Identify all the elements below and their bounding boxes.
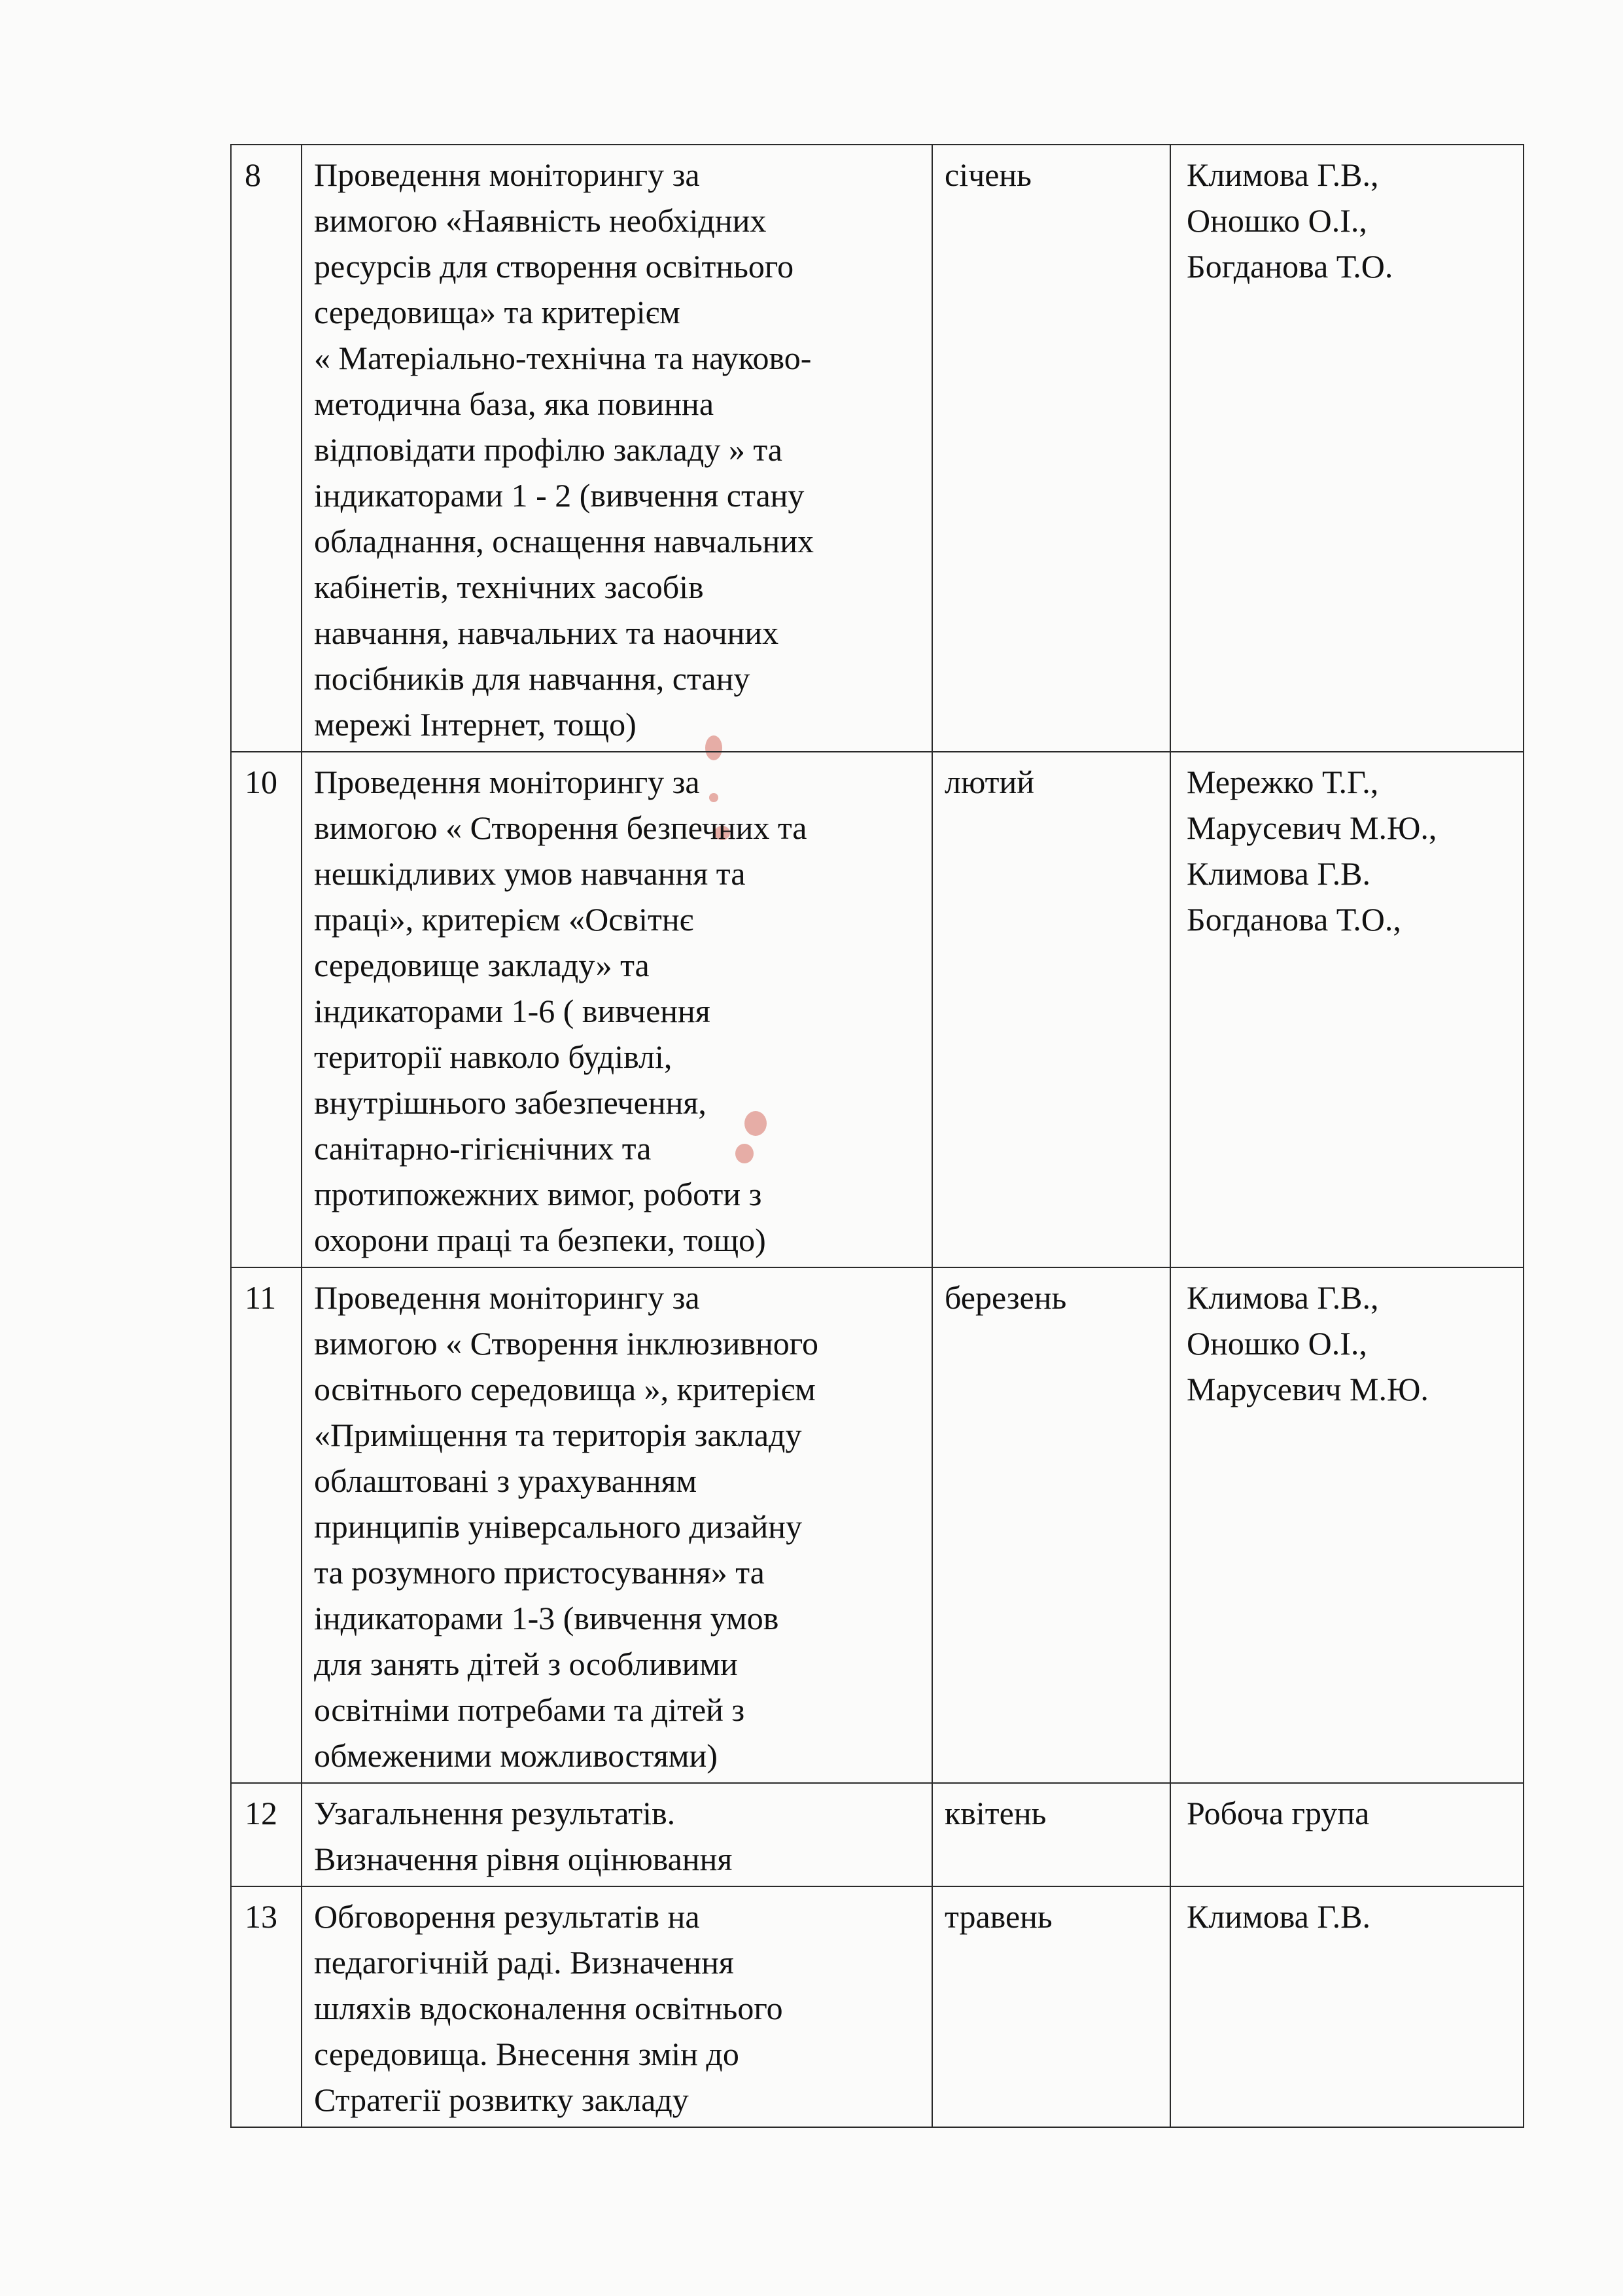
- responsible-cell: [1170, 1886, 1524, 2127]
- responsible-text: Робоча група: [1187, 1795, 1370, 1831]
- row-number: 8: [231, 145, 302, 752]
- row-number: 12: [231, 1783, 302, 1886]
- task-cell: [302, 1886, 932, 2127]
- table-row: [231, 145, 1524, 752]
- responsible-text: Климова Г.В., Оношко О.І., Марусевич М.Ю.: [1187, 1279, 1429, 1407]
- row-number: 13: [231, 1886, 302, 2127]
- task-cell: [302, 145, 932, 752]
- term-cell: квітень: [932, 1783, 1170, 1886]
- task-text: Обговорення результатів на педагогічній раді. Визначення шляхів вдосконалення освітнього середовища. Внесення змін до Стратегії розвитку закладу: [314, 1898, 783, 2118]
- responsible-text: Климова Г.В.: [1187, 1898, 1370, 1935]
- task-cell: [302, 752, 932, 1267]
- task-text: Узагальнення результатів. Визначення рівня оцінювання: [314, 1795, 733, 1877]
- row-number: 11: [231, 1267, 302, 1783]
- responsible-cell: [1170, 1783, 1524, 1886]
- table-row: [231, 1783, 1524, 1886]
- term-cell: травень: [932, 1886, 1170, 2127]
- table-row: [231, 1267, 1524, 1783]
- term-cell: березень: [932, 1267, 1170, 1783]
- task-text: Проведення моніторингу за вимогою « Створення безпечних та нешкідливих умов навчання та праці», критерієм «Освітнє середовище закладу» та індикаторами 1-6 ( вивчення території навколо будівлі, внутрішнього забезпечення, санітарно-гігієнічних та протипожежних вимог, роботи з охорони праці та безпеки, тощо): [314, 764, 807, 1258]
- plan-table: [230, 144, 1524, 2128]
- term-cell: лютий: [932, 752, 1170, 1267]
- responsible-text: Мережко Т.Г., Марусевич М.Ю., Климова Г.В. Богданова Т.О.,: [1187, 764, 1437, 938]
- task-cell: [302, 1783, 932, 1886]
- task-text: Проведення моніторингу за вимогою « Створення інклюзивного освітнього середовища », критерієм «Приміщення та територія закладу облаштовані з урахуванням принципів універсального дизайну та розумного пристосування» та індикаторами 1-3 (вивчення умов для занять дітей з особливими освітніми потребами та дітей з обмеженими можливостями): [314, 1279, 819, 1774]
- term-cell: січень: [932, 145, 1170, 752]
- task-cell: [302, 1267, 932, 1783]
- table-row: [231, 752, 1524, 1267]
- task-text: Проведення моніторингу за вимогою «Наявність необхідних ресурсів для створення освітнього середовища» та критерієм « Матеріально-технічна та науково- методична база, яка повинна відповідати профілю закладу » та індикаторами 1 - 2 (вивчення стану обладнання, оснащення навчальних кабінетів, технічних засобів навчання, навчальних та наочних посібників для навчання, стану мережі Інтернет, тощо): [314, 156, 814, 743]
- responsible-cell: [1170, 145, 1524, 752]
- row-number: 10: [231, 752, 302, 1267]
- table-row: [231, 1886, 1524, 2127]
- responsible-cell: [1170, 1267, 1524, 1783]
- responsible-text: Климова Г.В., Оношко О.І., Богданова Т.О.: [1187, 156, 1393, 285]
- responsible-cell: [1170, 752, 1524, 1267]
